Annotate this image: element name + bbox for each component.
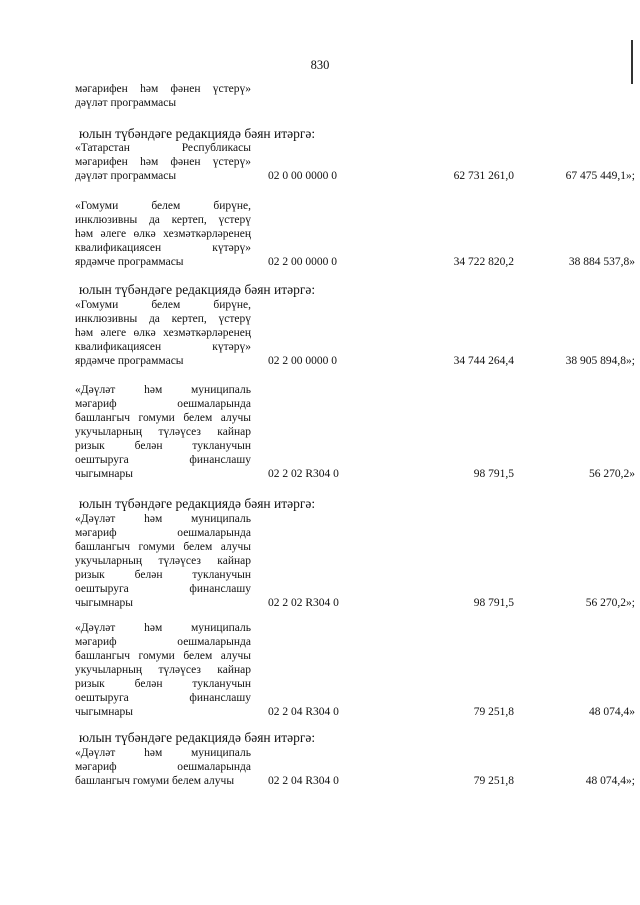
row-name: «Гомуми белем бирүне, инклюзивны да кертеп, үстерү һәм әлеге өлкә хезмәткәрләренең квалификациясен күтәрү» ярдәмче программасы <box>75 200 251 268</box>
row-name: «Гомуми белем бирүне, инклюзивны да кертеп, үстерү һәм әлеге өлкә хезмәткәрләренең квалификациясен күтәрү» ярдәмче программасы <box>75 299 251 367</box>
row-name: «Дәүләт һәм муниципаль мәгариф оешмаларында башлангыч гомуми белем алучы укучыларның түләүсез кайнар ризык белән тукланучын оештыруга финанслашу чыгымнары <box>75 513 251 609</box>
row-value-2: 56 270,2» <box>589 468 635 480</box>
row-value-1: 62 731 261,0 <box>453 170 514 182</box>
table-row <box>75 621 635 719</box>
section-heading: юлын түбәндәге редакциядә бәян итәргә: <box>79 496 316 511</box>
row-name: «Татарстан Республикасы мәгарифен һәм фәнен үстерү» дәүләт программасы <box>75 142 251 182</box>
section-heading: юлын түбәндәге редакциядә бәян итәргә: <box>79 126 316 141</box>
table-row <box>75 199 635 269</box>
row-code: 02 2 04 R304 0 <box>268 706 339 718</box>
row-value-1: 98 791,5 <box>473 468 514 480</box>
row-value-1: 79 251,8 <box>473 706 514 718</box>
row-value-1: 34 744 264,4 <box>453 355 514 367</box>
row-value-2: 38 884 537,8» <box>568 256 635 268</box>
row-code: 02 2 00 0000 0 <box>268 256 337 268</box>
page-number: 830 <box>310 58 330 72</box>
row-code: 02 2 02 R304 0 <box>268 468 339 480</box>
section-heading: юлын түбәндәге редакциядә бәян итәргә: <box>79 282 316 297</box>
row-value-2: 56 270,2»; <box>585 597 635 609</box>
row-value-1: 34 722 820,2 <box>453 256 514 268</box>
table-row <box>75 141 635 183</box>
row-code: 02 2 04 R304 0 <box>268 775 339 787</box>
table-row <box>75 298 635 368</box>
row-value-1: 98 791,5 <box>473 597 514 609</box>
row-name: мәгарифен һәм фәнен үстерү» дәүләт программасы <box>75 83 251 109</box>
row-value-2: 48 074,4»; <box>585 775 635 787</box>
row-code: 02 2 02 R304 0 <box>268 597 339 609</box>
row-code: 02 2 00 0000 0 <box>268 355 337 367</box>
row-name: «Дәүләт һәм муниципаль мәгариф оешмаларында башлангыч гомуми белем алучы укучыларның түләүсез кайнар ризык белән тукланучын оештыруга финанслашу чыгымнары <box>75 622 251 718</box>
section-heading: юлын түбәндәге редакциядә бәян итәргә: <box>79 730 316 745</box>
row-name: «Дәүләт һәм муниципаль мәгариф оешмаларында башлангыч гомуми белем алучы укучыларның түләүсез кайнар ризык белән тукланучын оештыруга финанслашу чыгымнары <box>75 384 251 480</box>
row-value-1: 79 251,8 <box>473 775 514 787</box>
page-edge-line <box>631 40 633 84</box>
table-row <box>75 746 635 788</box>
row-value-2: 67 475 449,1»; <box>565 170 635 182</box>
table-row <box>75 383 635 481</box>
row-value-2: 38 905 894,8»; <box>565 355 635 367</box>
row-value-2: 48 074,4» <box>589 706 635 718</box>
row-name: «Дәүләт һәм муниципаль мәгариф оешмаларында башлангыч гомуми белем алучы <box>75 747 251 787</box>
row-code: 02 0 00 0000 0 <box>268 170 337 182</box>
table-row <box>75 512 635 610</box>
text-block <box>75 82 635 110</box>
